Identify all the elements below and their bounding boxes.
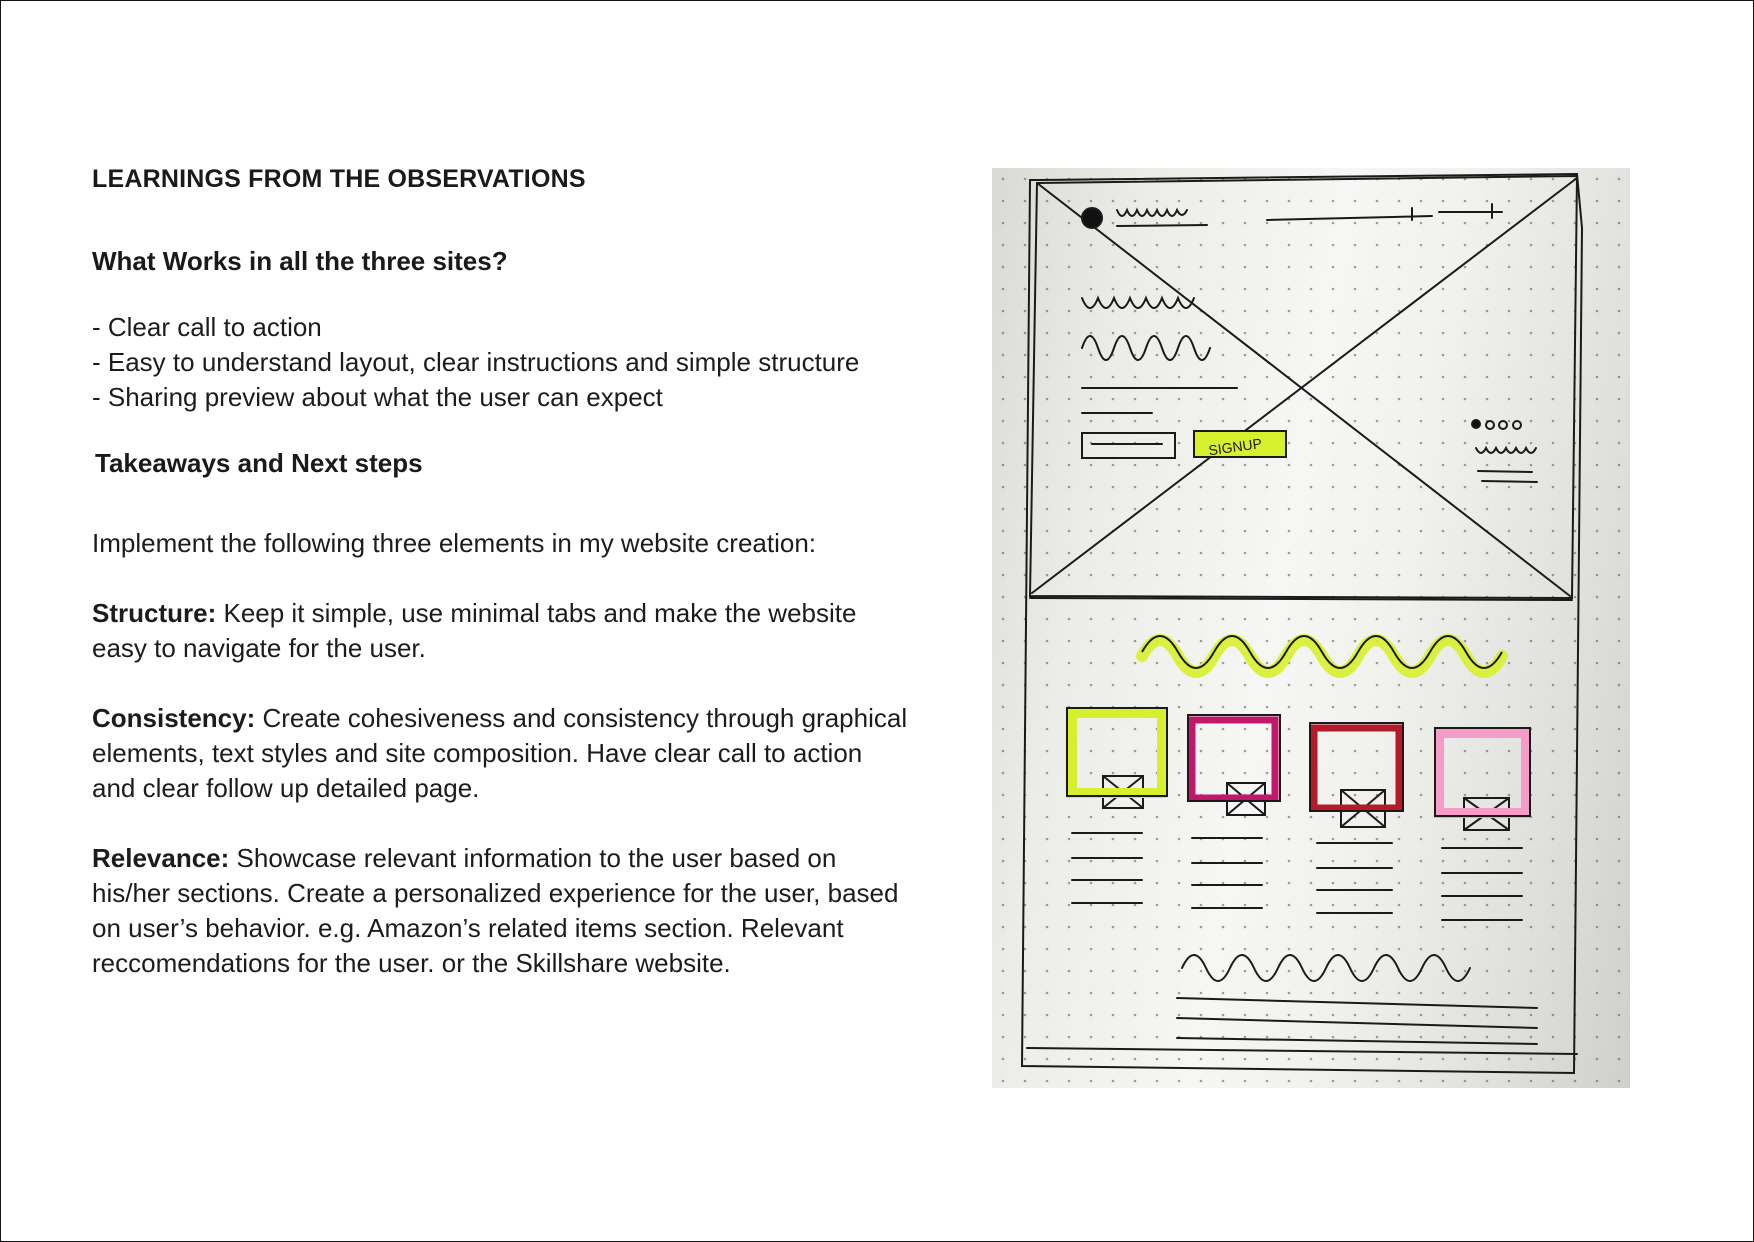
relevance-text: Showcase relevant information to the user based on his/her sections. Create a personalized experience for the user, based on user’s behavior. e.g. Amazon’s related items section. Relevant reccomendations for the user. or the Skillshare website.: [92, 843, 899, 978]
list-item: - Sharing preview about what the user can expect: [92, 382, 663, 412]
structure-text: Keep it simple, use minimal tabs and make the website easy to navigate for the user.: [92, 598, 857, 663]
structure-label: Structure:: [92, 598, 217, 628]
consistency-paragraph: [92, 701, 912, 806]
relevance-label: Relevance:: [92, 843, 230, 873]
page-title: LEARNINGS FROM THE OBSERVATIONS: [92, 165, 586, 193]
wireframe-sketch-photo: [992, 168, 1630, 1088]
list-item: - Clear call to action: [92, 312, 322, 342]
wireframe-sketch-drawing: [992, 168, 1630, 1088]
text-column: [92, 161, 912, 981]
works-heading: What Works in all the three sites?: [92, 246, 508, 276]
consistency-text: Create cohesiveness and consistency through graphical elements, text styles and site composition. Have clear call to action and clear follow up detailed page.: [92, 703, 908, 803]
takeaways-heading: Takeaways and Next steps: [95, 448, 423, 478]
works-list: [92, 310, 912, 415]
relevance-paragraph: [92, 841, 912, 981]
structure-paragraph: [92, 596, 912, 666]
intro-paragraph: Implement the following three elements in my website creation:: [92, 528, 817, 558]
list-item: - Easy to understand layout, clear instructions and simple structure: [92, 347, 860, 377]
signup-sketch-label: SIGNUP: [1207, 435, 1263, 459]
consistency-label: Consistency:: [92, 703, 256, 733]
